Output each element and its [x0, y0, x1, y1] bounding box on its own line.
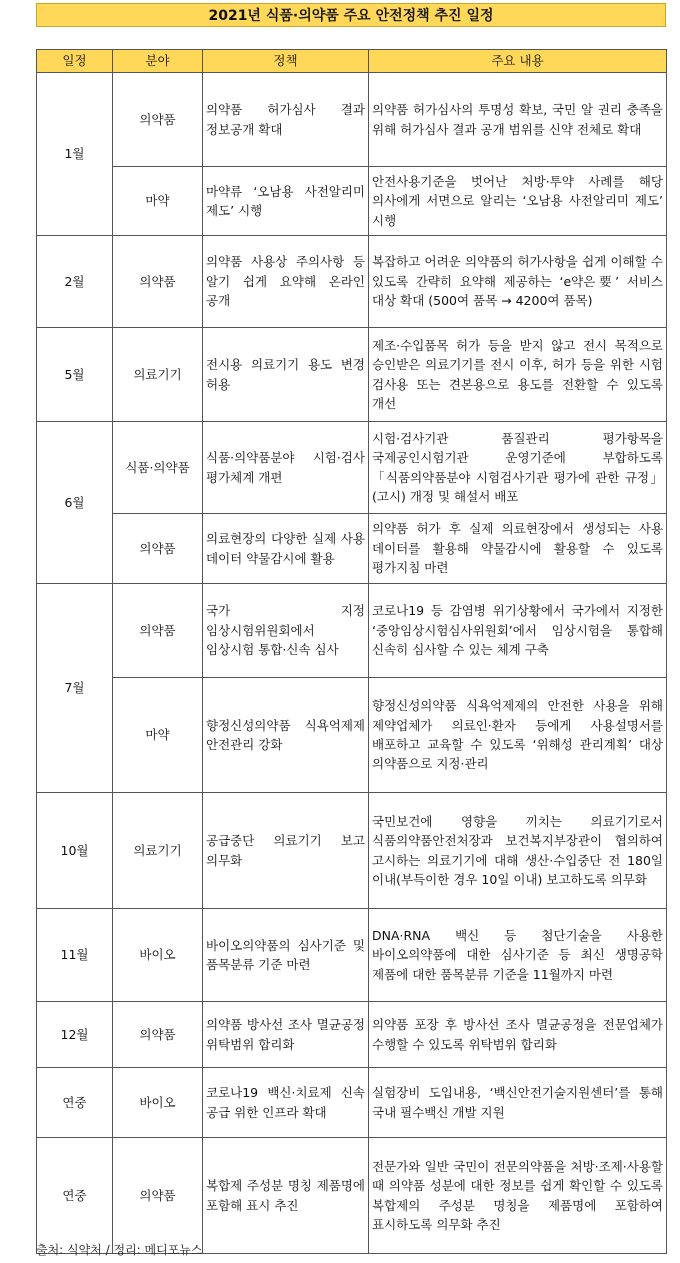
- month-cell: 10월: [37, 793, 113, 909]
- table-row: [37, 167, 667, 236]
- policy-cell: 전시용 의료기기 용도 변경 허용: [203, 328, 369, 422]
- content-cell: 안전사용기준을 벗어난 처방·투약 사례를 해당 의사에게 서면으로 알리는 ‘오남용 사전알리미 제도’ 시행: [369, 167, 667, 236]
- table-title: 2021년 식품·의약품 주요 안전정책 추진 일정: [36, 3, 666, 27]
- table-row: [37, 236, 667, 328]
- table-row: [37, 1138, 667, 1254]
- content-cell: 시험·검사기관 품질관리 평가항목을 국제공인시험기관 운영기준에 부합하도록「식품의약품분야 시험검사기관 평가에 관한 규정」(고시) 개정 및 해설서 배포: [369, 422, 667, 514]
- policy-schedule-table: [36, 49, 667, 1254]
- policy-cell: 향정신성의약품 식욕억제제 안전관리 강화: [203, 678, 369, 793]
- table-row: [37, 584, 667, 678]
- field-cell: 의약품: [113, 584, 203, 678]
- field-cell: 의료기기: [113, 328, 203, 422]
- policy-cell: 국가 지정 임상시험위원회에서 임상시험 통합·신속 심사: [203, 584, 369, 678]
- month-cell: 연중: [37, 1068, 113, 1138]
- policy-cell: 코로나19 백신·치료제 신속 공급 위한 인프라 확대: [203, 1068, 369, 1138]
- content-cell: 의약품 허가 후 실제 의료현장에서 생성되는 사용 데이터를 활용해 약물감시에 활용할 수 있도록 평가지침 마련: [369, 514, 667, 584]
- policy-cell: 의약품 방사선 조사 멸균공정 위탁범위 합리화: [203, 1002, 369, 1068]
- table-row: [37, 1068, 667, 1138]
- field-cell: 의약품: [113, 1138, 203, 1254]
- month-cell: 연중: [37, 1138, 113, 1254]
- field-cell: 의약품: [113, 73, 203, 167]
- header-field: 분야: [113, 50, 203, 73]
- field-cell: 의약품: [113, 1002, 203, 1068]
- table-row: [37, 422, 667, 514]
- month-cell: 2월: [37, 236, 113, 328]
- policy-cell: 마약류 ‘오남용 사전알리미 제도’ 시행: [203, 167, 369, 236]
- field-cell: 바이오: [113, 909, 203, 1002]
- month-cell: 1월: [37, 73, 113, 236]
- table-row: [37, 909, 667, 1002]
- content-cell: 복잡하고 어려운 의약품의 허가사항을 쉽게 이해할 수 있도록 간략히 요약해 제공하는 ‘e약은要’ 서비스 대상 확대 (500여 품목 → 4200여 품목): [369, 236, 667, 328]
- header-row: [37, 50, 667, 73]
- content-cell: 실험장비 도입내용, ‘백신안전기술지원센터’를 통해 국내 필수백신 개발 지원: [369, 1068, 667, 1138]
- policy-cell: 의료현장의 다양한 실제 사용 데이터 약물감시에 활용: [203, 514, 369, 584]
- policy-cell: 식품·의약품분야 시험·검사 평가체계 개편: [203, 422, 369, 514]
- field-cell: 의약품: [113, 236, 203, 328]
- field-cell: 식품·의약품: [113, 422, 203, 514]
- content-cell: 의약품 포장 후 방사선 조사 멸균공정을 전문업체가 수행할 수 있도록 위탁범위 합리화: [369, 1002, 667, 1068]
- policy-cell: 의약품 사용상 주의사항 등 알기 쉽게 요약해 온라인 공개: [203, 236, 369, 328]
- table-row: [37, 73, 667, 167]
- content-cell: 향정신성의약품 식욕억제제의 안전한 사용을 위해 제약업체가 의료인·환자 등에게 사용설명서를 배포하고 교육할 수 있도록 ‘위해성 관리계획’ 대상 의약품으로 지정·관리: [369, 678, 667, 793]
- header-policy: 정책: [203, 50, 369, 73]
- policy-cell: 바이오의약품의 심사기준 및 품목분류 기준 마련: [203, 909, 369, 1002]
- content-cell: 제조·수입품목 허가 등을 받지 않고 전시 목적으로 승인받은 의료기기를 전시 이후, 허가 등을 위한 시험 검사용 또는 견본용으로 용도를 전환할 수 있도록 개선: [369, 328, 667, 422]
- month-cell: 6월: [37, 422, 113, 584]
- header-content: 주요 내용: [369, 50, 667, 73]
- month-cell: 7월: [37, 584, 113, 793]
- table-row: [37, 328, 667, 422]
- content-cell: 코로나19 등 감염병 위기상황에서 국가에서 지정한 ‘중앙임상시험심사위원회’에서 임상시험을 통합해 신속히 심사할 수 있는 체계 구축: [369, 584, 667, 678]
- table-row: [37, 678, 667, 793]
- policy-cell: 의약품 허가심사 결과 정보공개 확대: [203, 73, 369, 167]
- field-cell: 바이오: [113, 1068, 203, 1138]
- header-schedule: 일정: [37, 50, 113, 73]
- table-row: [37, 1002, 667, 1068]
- month-cell: 12월: [37, 1002, 113, 1068]
- table-row: [37, 514, 667, 584]
- field-cell: 의료기기: [113, 793, 203, 909]
- field-cell: 마약: [113, 678, 203, 793]
- source-footnote: 출처: 식약처 / 정리: 메디포뉴스: [36, 1243, 203, 1257]
- field-cell: 마약: [113, 167, 203, 236]
- content-cell: DNA·RNA 백신 등 첨단기술을 사용한 바이오의약품에 대한 심사기준 등 최신 생명공학 제품에 대한 품목분류 기준을 11월까지 마련: [369, 909, 667, 1002]
- policy-cell: 복합제 주성분 명칭 제품명에 포함해 표시 추진: [203, 1138, 369, 1254]
- table-row: [37, 793, 667, 909]
- content-cell: 전문가와 일반 국민이 전문의약품을 처방·조제·사용할 때 의약품 성분에 대한 정보를 쉽게 확인할 수 있도록 복합제의 주성분 명칭을 제품명에 포함하여 표시하도록 의무화 추진: [369, 1138, 667, 1254]
- content-cell: 의약품 허가심사의 투명성 확보, 국민 알 권리 충족을 위해 허가심사 결과 공개 범위를 신약 전체로 확대: [369, 73, 667, 167]
- policy-cell: 공급중단 의료기기 보고 의무화: [203, 793, 369, 909]
- field-cell: 의약품: [113, 514, 203, 584]
- month-cell: 5월: [37, 328, 113, 422]
- month-cell: 11월: [37, 909, 113, 1002]
- content-cell: 국민보건에 영향을 끼치는 의료기기로서 식품의약품안전처장과 보건복지부장관이 협의하여 고시하는 의료기기에 대해 생산·수입중단 전 180일 이내(부득이한 경우 10일 이내) 보고하도록 의무화: [369, 793, 667, 909]
